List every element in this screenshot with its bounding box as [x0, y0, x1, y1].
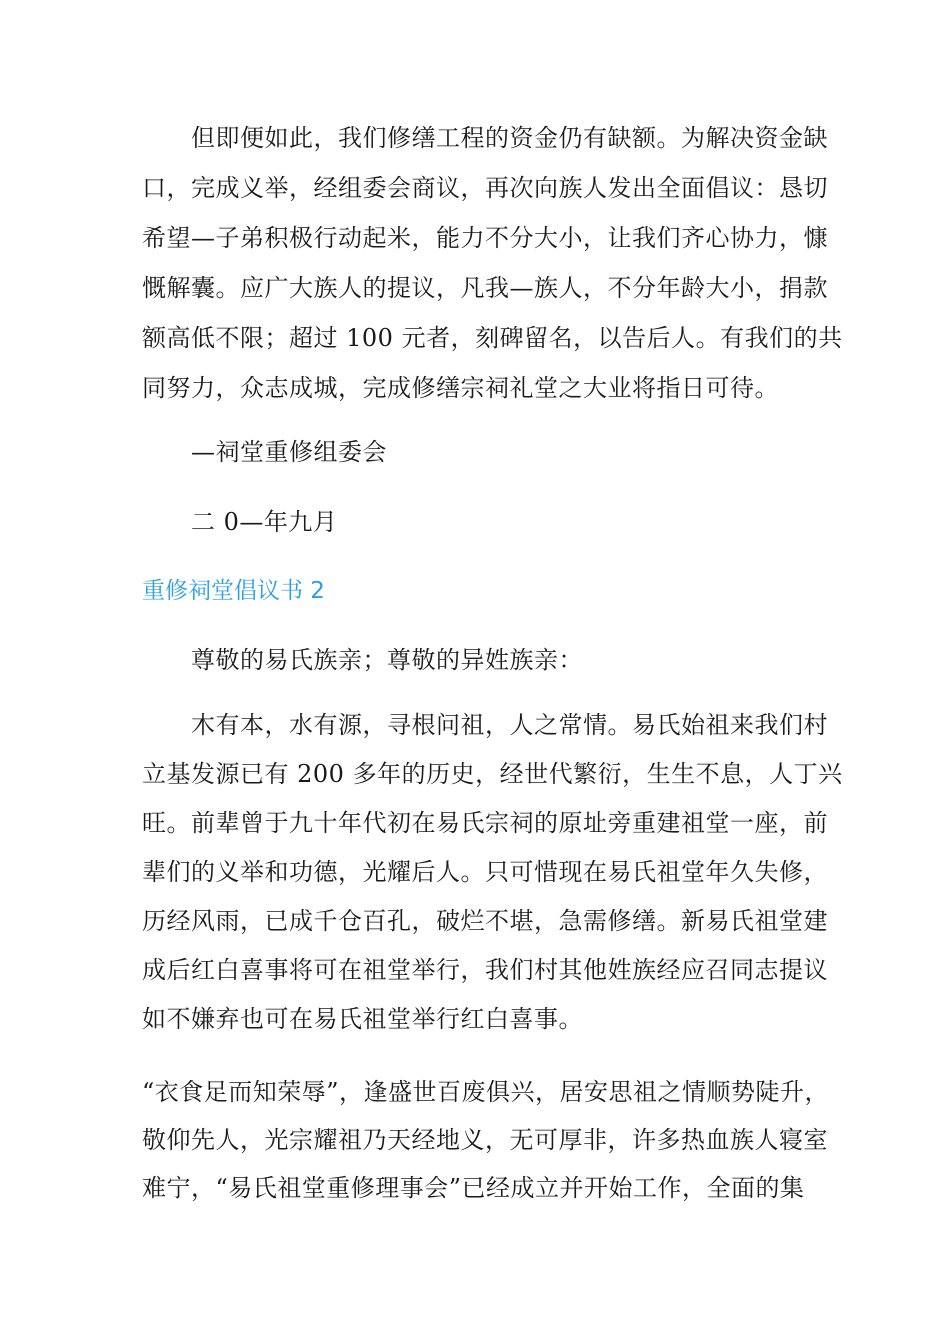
- paragraph-line: 敬仰先人，光宗耀祖乃天经地义，无可厚非，许多热血族人寝室: [142, 1126, 828, 1154]
- paragraph-line: 额高低不限；超过 100 元者，刻碑留名，以告后人。有我们的共: [142, 324, 843, 352]
- signature: —祠堂重修组委会: [142, 438, 387, 466]
- paragraph-line: 同努力，众志成城，完成修缮宗祠礼堂之大业将指日可待。: [142, 374, 779, 402]
- paragraph-line: 旺。前辈曾于九十年代初在易氏宗祠的原址旁重建祖堂一座，前: [142, 809, 828, 837]
- salutation: 尊敬的易氏族亲；尊敬的异姓族亲：: [142, 646, 583, 674]
- paragraph-line: 木有本，水有源，寻根问祖，人之常情。易氏始祖来我们村: [142, 711, 828, 739]
- paragraph-line: 如不嫌弃也可在易氏祖堂举行红白喜事。: [142, 1005, 583, 1033]
- paragraph-line: 但即便如此，我们修缮工程的资金仍有缺额。为解决资金缺: [142, 124, 828, 152]
- paragraph-line: 立基发源已有 200 多年的历史，经世代繁衍，生生不息，人丁兴: [142, 760, 843, 788]
- paragraph-line: 希望—子弟积极行动起米，能力不分大小，让我们齐心协力，慷: [142, 224, 828, 252]
- paragraph-line: 成后红白喜事将可在祖堂举行，我们村其他姓族经应召同志提议: [142, 956, 828, 984]
- date-line: 二 0—年九月: [142, 508, 338, 536]
- paragraph-line: 辈们的义举和功德，光耀后人。只可惜现在易氏祖堂年久失修，: [142, 858, 828, 886]
- paragraph-line: “衣食足而知荣辱”，逢盛世百废俱兴，居安思祖之情顺势陡升，: [142, 1078, 830, 1106]
- paragraph-line: 难宁，“易氏祖堂重修理事会”已经成立并开始工作，全面的集: [142, 1174, 805, 1202]
- paragraph-line: 历经风雨，已成千仓百孔，破烂不堪，急需修缮。新易氏祖堂建: [142, 907, 828, 935]
- section-heading: 重修祠堂倡议书 2: [142, 578, 325, 604]
- paragraph-line: 慨解囊。应广大族人的提议，凡我—族人，不分年龄大小，捐款: [142, 274, 828, 302]
- paragraph-line: 口，完成义举，经组委会商议，再次向族人发出全面倡议：恳切: [142, 174, 828, 202]
